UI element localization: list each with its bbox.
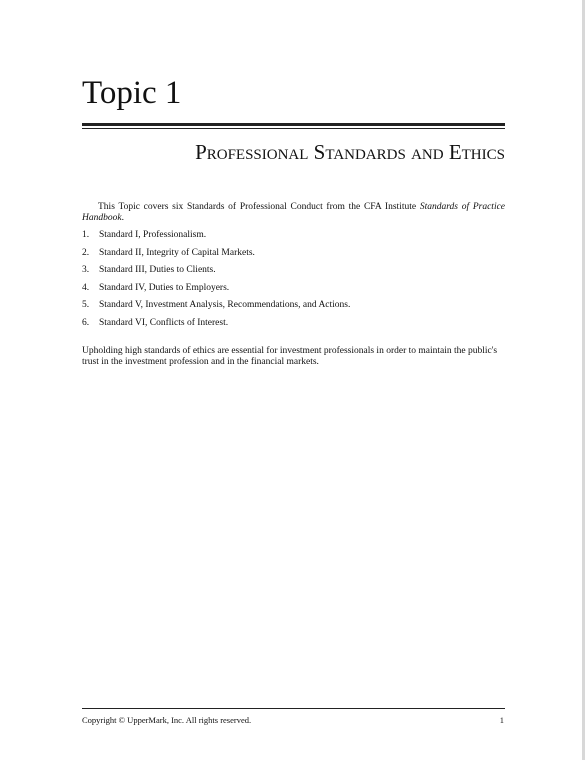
list-item-text: Standard IV, Duties to Employers. — [99, 282, 230, 293]
topic-title: Topic 1 — [82, 75, 182, 111]
intro-end: . — [121, 213, 124, 223]
standards-list — [82, 229, 350, 334]
list-item — [82, 247, 350, 265]
list-item-number: 5. — [82, 300, 90, 310]
list-item-number: 2. — [82, 247, 90, 258]
list-item — [82, 264, 350, 282]
list-item-number: 6. — [82, 317, 90, 328]
list-item-number: 3. — [82, 265, 90, 275]
list-item-text: Standard VI, Conflicts of Interest. — [99, 317, 229, 328]
list-item-number: 1. — [82, 230, 90, 240]
list-item — [82, 317, 350, 335]
page-number: 1 — [499, 715, 504, 725]
list-item-number: 4. — [82, 282, 90, 293]
footer-rule — [82, 708, 505, 709]
list-item-text: Standard V, Investment Analysis, Recommendations, and Actions. — [99, 300, 351, 310]
intro-book-title: Standards of Practice Handbook — [82, 202, 506, 223]
title-rule-thin — [82, 128, 505, 129]
list-item — [82, 229, 350, 247]
list-item-text: Standard II, Integrity of Capital Markets. — [99, 247, 255, 258]
list-item-text: Standard III, Duties to Clients. — [99, 265, 216, 275]
footer-copyright: Copyright © UpperMark, Inc. All rights reserved. — [82, 715, 252, 725]
topic-subtitle: Professional Standards and Ethics — [195, 140, 505, 164]
list-item-text: Standard I, Professionalism. — [99, 230, 207, 240]
list-item — [82, 282, 350, 300]
closing-paragraph: Upholding high standards of ethics are essential for investment professionals in order to maintain the public's trust in the investment profession and in the financial markets. — [82, 346, 498, 367]
title-rule-thick — [82, 123, 505, 126]
intro-text: This Topic covers six Standards of Professional Conduct from the CFA Institute — [98, 202, 417, 212]
intro-paragraph — [82, 202, 505, 224]
list-item — [82, 299, 350, 317]
